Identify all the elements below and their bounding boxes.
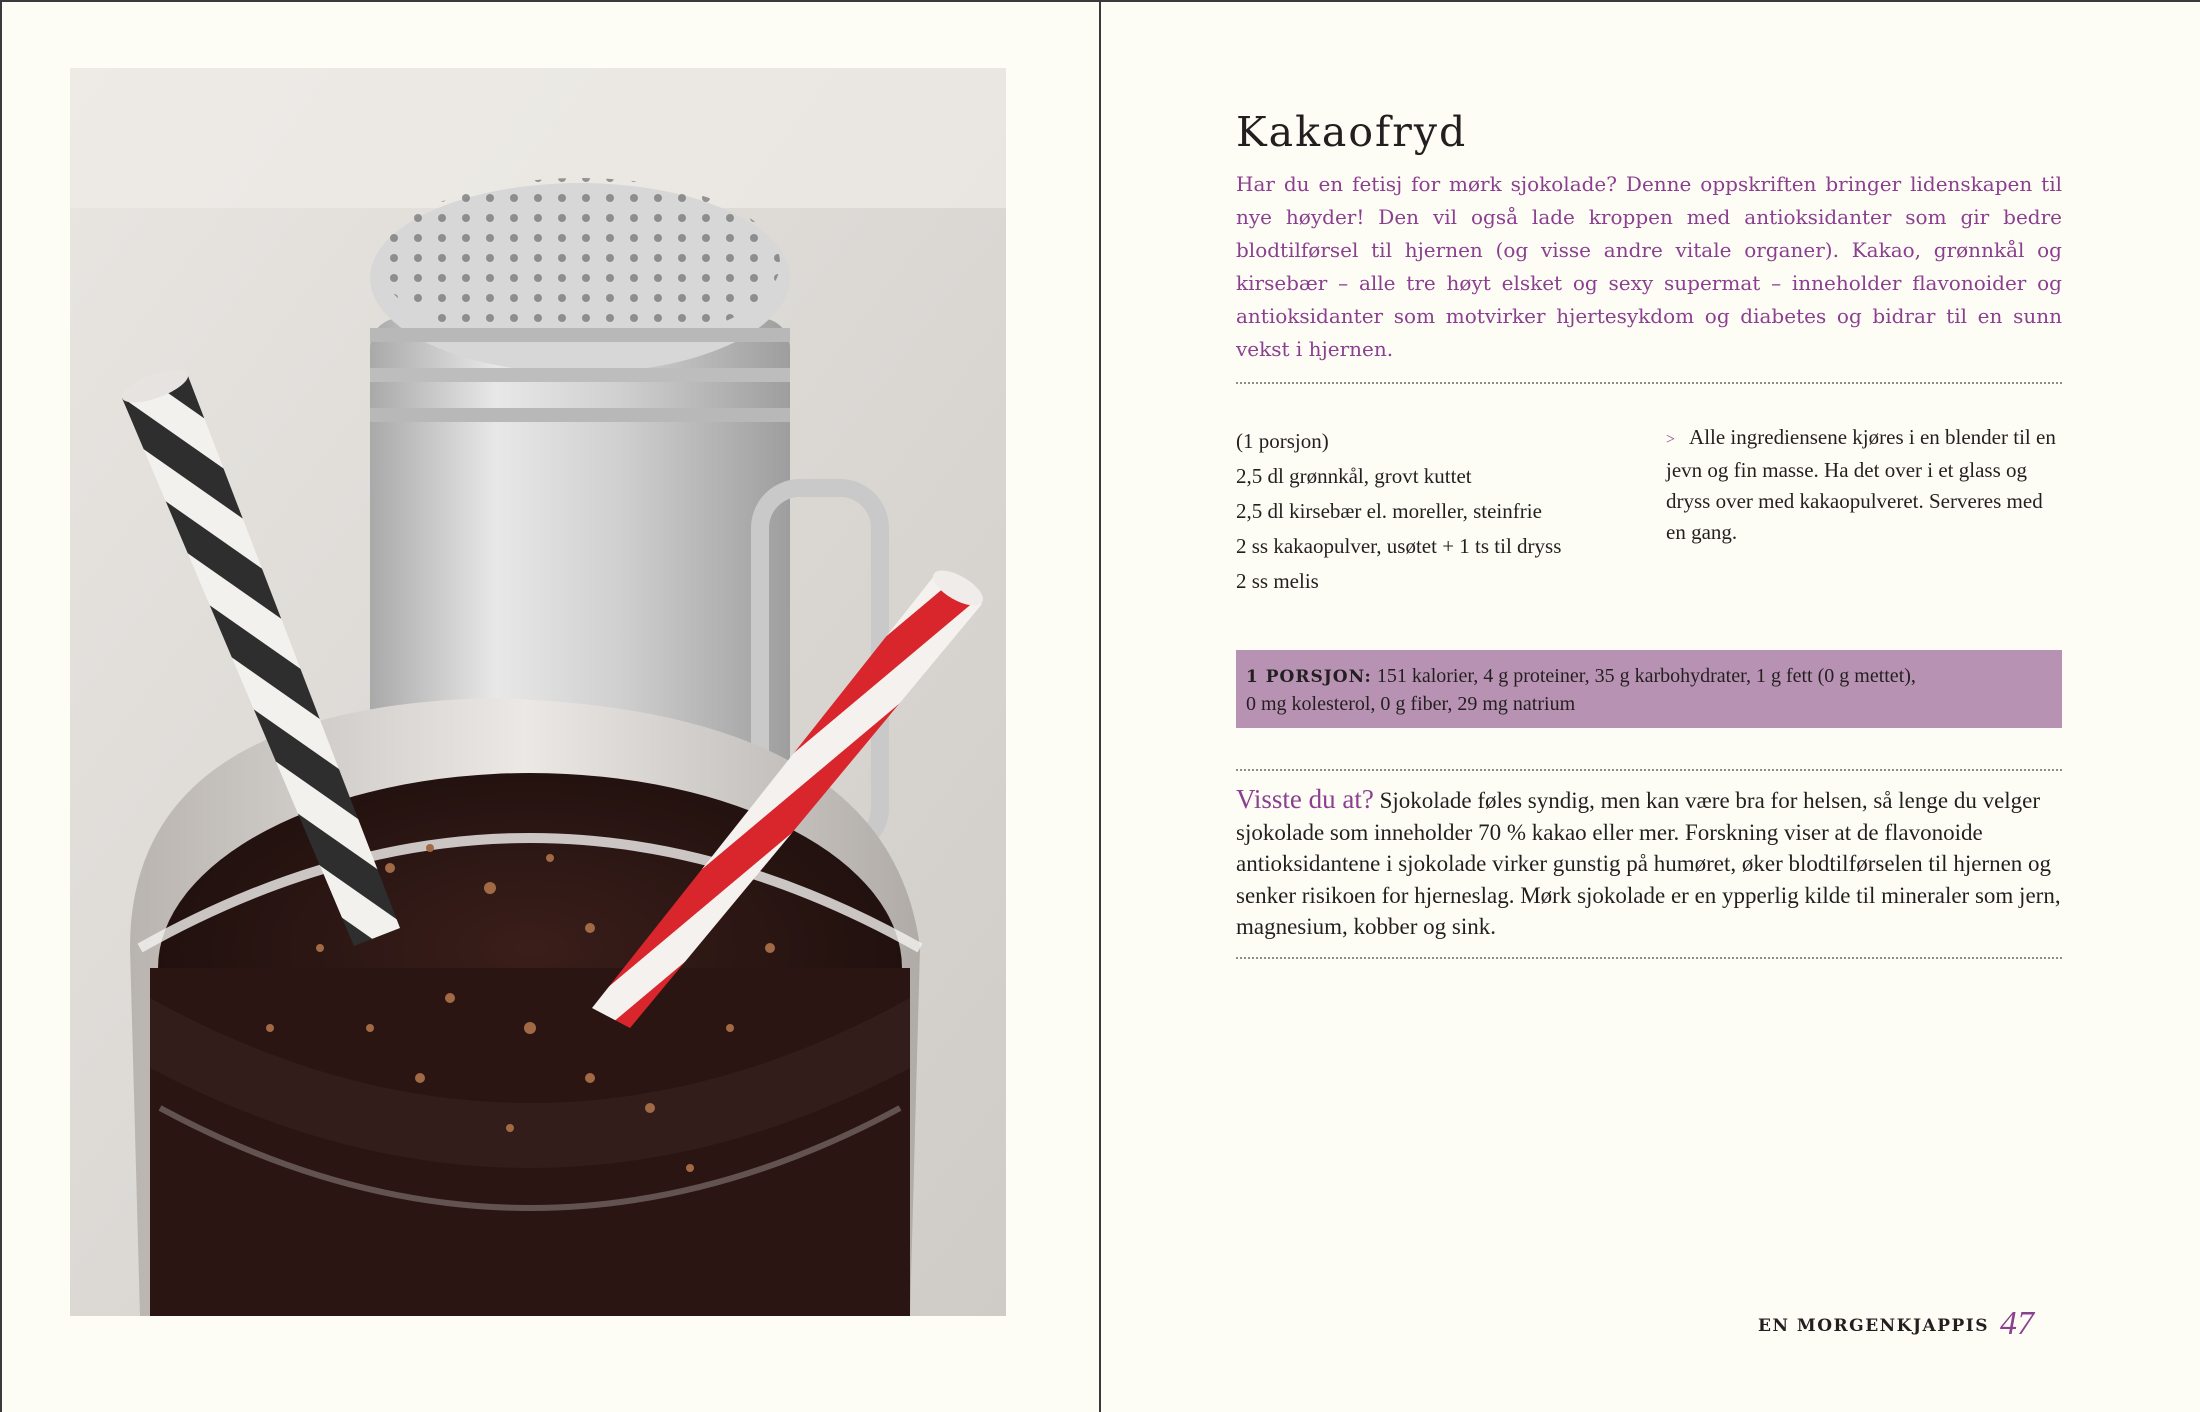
fact-lead: Visste du at? xyxy=(1236,784,1374,814)
divider xyxy=(1236,957,2062,959)
method-text xyxy=(1666,422,2062,548)
nutrition-line-1: 151 kalorier, 4 g proteiner, 35 g karbohydrater, 1 g fett (0 g mettet), xyxy=(1376,665,1916,687)
page-gutter xyxy=(1099,0,1101,1412)
ingredient-item: 2 ss melis xyxy=(1236,569,1319,593)
page-edge-left xyxy=(0,0,2,1412)
divider xyxy=(1236,382,2062,384)
method-body: Alle ingrediensene kjøres i en blender til en jevn og fin masse. Ha det over i et glass og dryss over med kakaopulveret. Serveres med en gang. xyxy=(1666,425,2056,544)
ingredient-item: 2 ss kakaopulver, usøtet + 1 ts til dryss xyxy=(1236,534,1562,558)
footer-section-title: EN MORGENKJAPPIS xyxy=(1758,1316,1989,1336)
ingredient-item: 2,5 dl grønnkål, grovt kuttet xyxy=(1236,464,1472,488)
divider xyxy=(1236,769,2062,771)
fact-text: Sjokolade føles syndig, men kan være bra for helsen, så lenge du velger sjokolade som inneholder 70 % kakao eller mer. Forskning viser at de flavonoide antioksidantene i sjokolade virker gunstig på humøret, øker blodtilførselen til hjernen og senker risikoen for hjerneslag. Mørk sjokolade er en ypperlig kilde til mineraler som jern, magnesium, kobber og sink. xyxy=(1236,788,2061,939)
ingredient-list xyxy=(1236,424,1636,599)
nutrition-line-2: 0 mg kolesterol, 0 g fiber, 29 mg natrium xyxy=(1246,693,1576,715)
fact-box xyxy=(1236,784,2062,943)
recipe-intro: Har du en fetisj for mørk sjokolade? Denne oppskriften bringer lidenskapen til nye høyder! Den vil også lade kroppen med antioksidanter som gir bedre blodtilførsel til hjernen (og visse andre vitale organer). Kakao, grønnkål og kirsebær – alle tre høyt elsket og sexy supermat – inneholder flavonoider og antioksidanter som motvirker hjertesykdom og diabetes og bidrar til en sunn vekst i hjernen. xyxy=(1236,172,2062,361)
ingredient-item: 2,5 dl kirsebær el. moreller, steinfrie xyxy=(1236,499,1542,523)
page-number: 47 xyxy=(2000,1305,2034,1342)
chevron-right-icon: > xyxy=(1666,431,1676,448)
servings: (1 porsjon) xyxy=(1236,429,1329,453)
smoothie-photo xyxy=(70,68,1006,1316)
nutrition-box xyxy=(1236,650,2062,728)
nutrition-label: 1 PORSJON: xyxy=(1246,667,1372,687)
recipe-title: Kakaofryd xyxy=(1236,108,1468,156)
